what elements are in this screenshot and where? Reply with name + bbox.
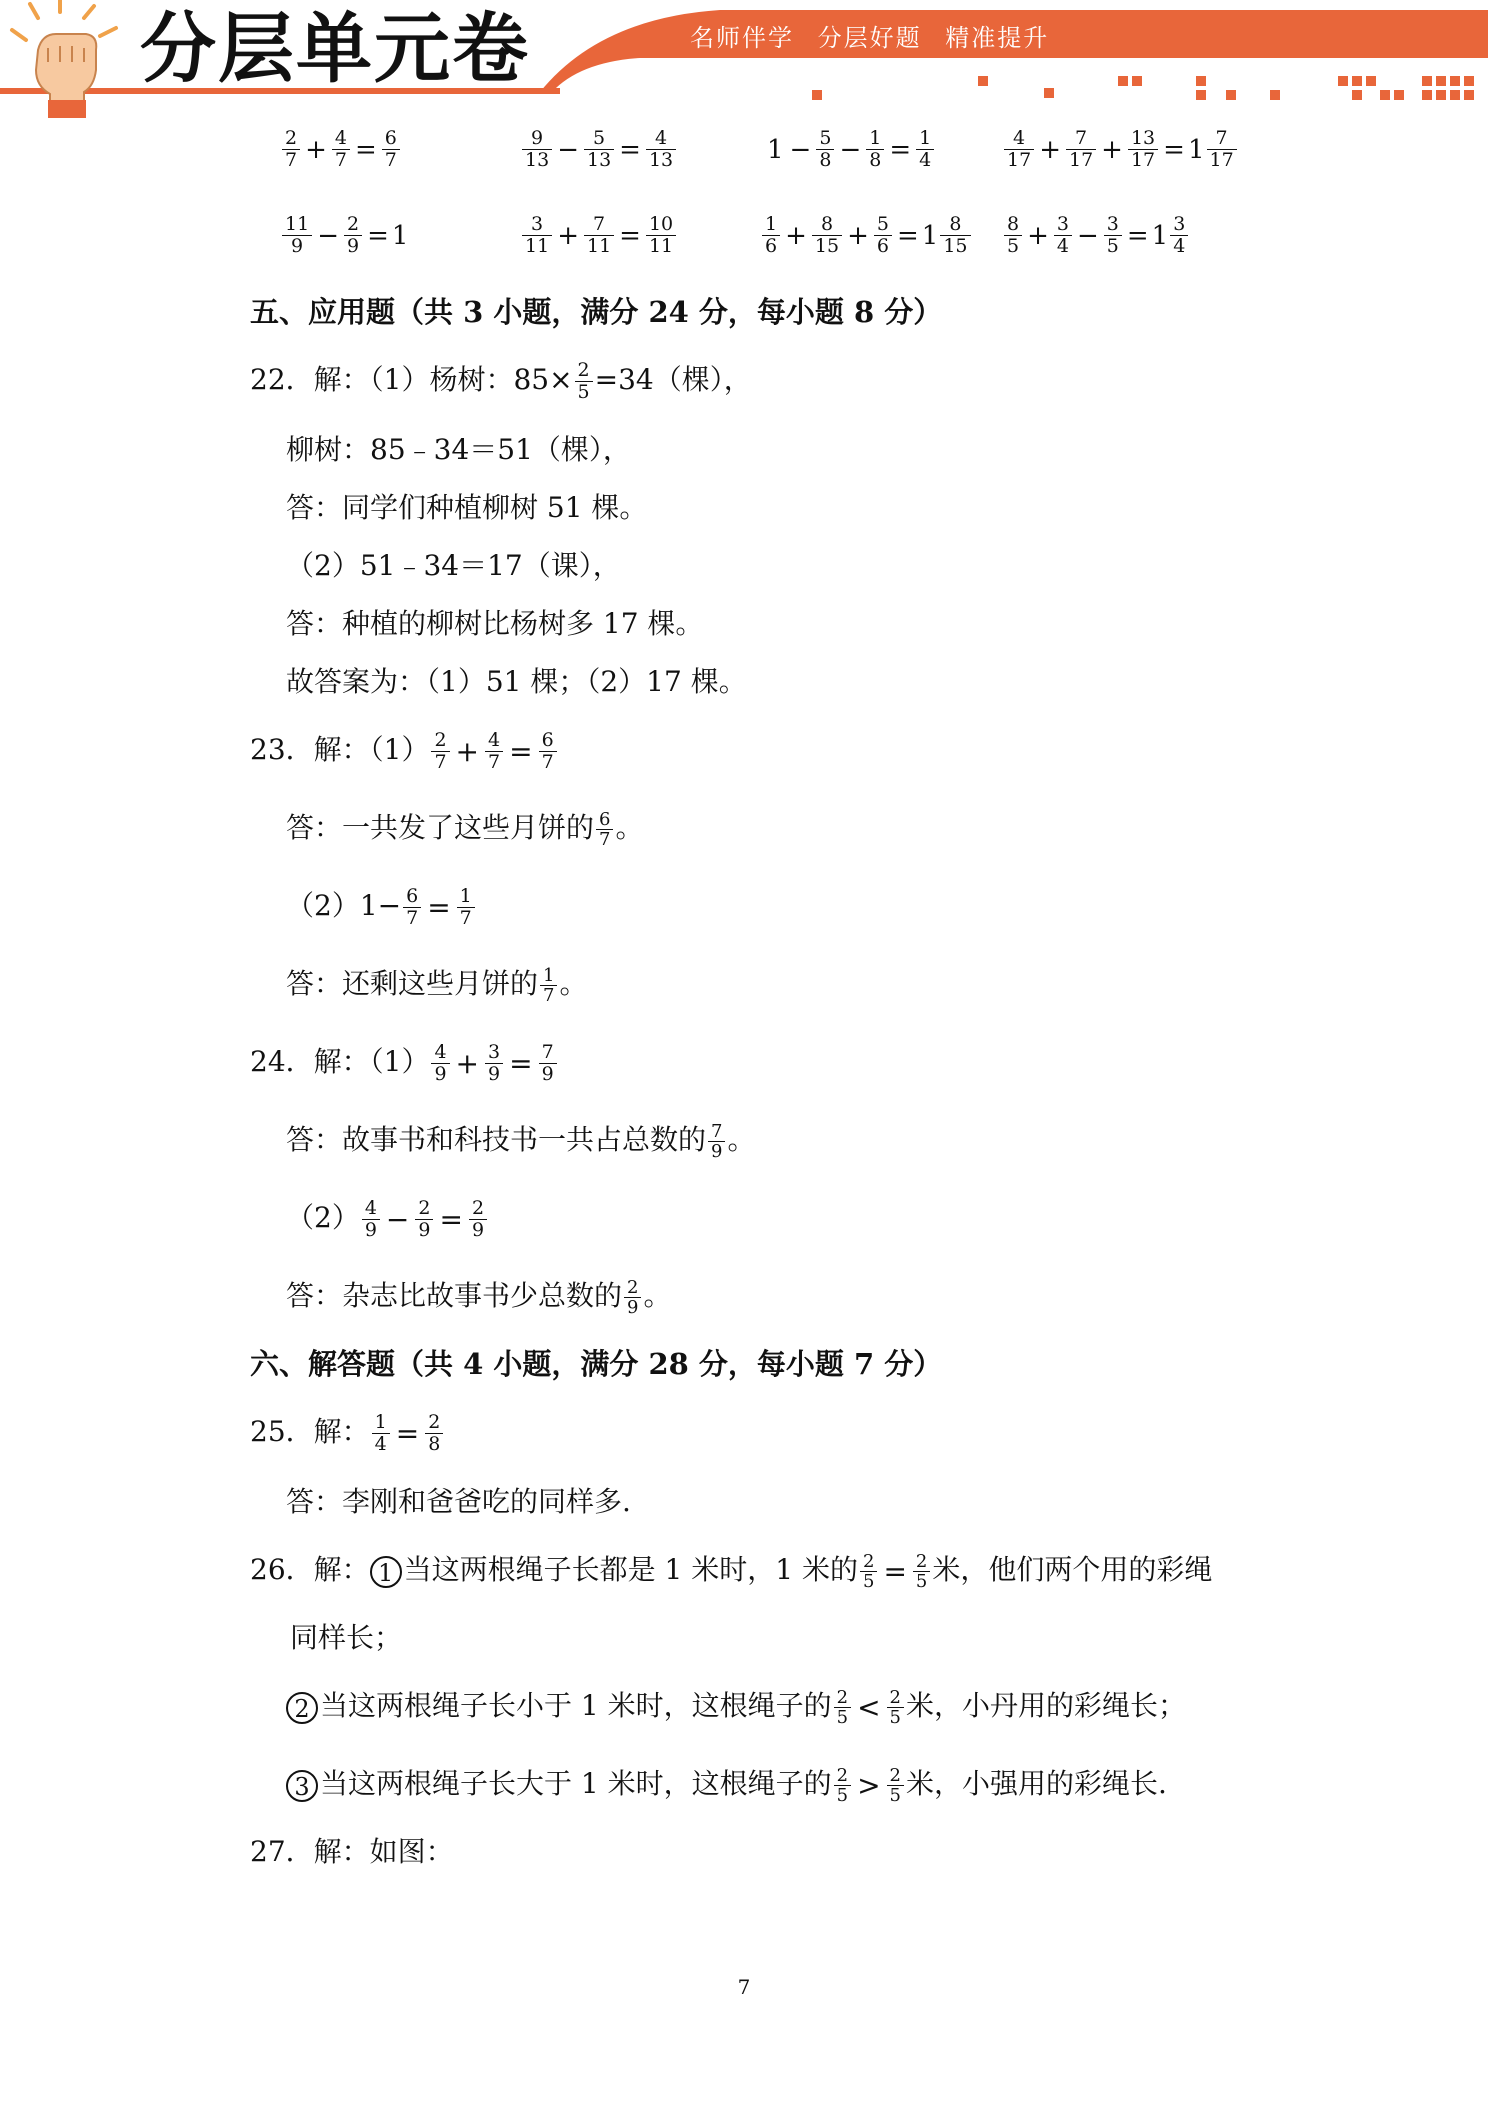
section-5-title: 五、应用题（共 3 小题，满分 24 分，每小题 8 分） <box>250 295 943 329</box>
circled-number-2: 2 <box>286 1692 318 1724</box>
q25-answer-1: 答：李刚和爸爸吃的同样多. <box>286 1485 631 1518</box>
equation-r1c3: 1 − $\frac{5}{8}$ − $\frac{1}{8}$ = $\frac{1}{4}$ <box>764 128 936 171</box>
equation-r2c1: $\frac{11}{9}$ − $\frac{2}{9}$ = 1 <box>280 214 408 257</box>
equation-r2c4: $\frac{8}{5}$ + $\frac{3}{4}$ − $\frac{3}{5}$ = 1 $\frac{3}{4}$ <box>1002 214 1190 257</box>
fist-logo-icon <box>8 0 128 118</box>
q27-line-1: 27．解：如图： <box>250 1835 454 1868</box>
equation-r2c3: $\frac{1}{6}$ + $\frac{8}{15}$ + $\frac{5}{6}$ = 1 $\frac{8}{15}$ <box>760 214 973 257</box>
circled-number-3: 3 <box>286 1770 318 1802</box>
equation-r1c4: $\frac{4}{17}$ + $\frac{7}{17}$ + $\frac{13}{17}$ = 1 $\frac{7}{17}$ <box>1002 128 1239 171</box>
header-slogan: 名师伴学 分层好题 精准提升 <box>690 24 1050 52</box>
equation-r1c1: $\frac{2}{7}$ + $\frac{4}{7}$ = $\frac{6}{7}$ <box>280 128 402 171</box>
q24-line-2: （2） $\frac{4}{9}$ − $\frac{2}{9}$ = $\frac{2}{9}$ <box>286 1198 489 1241</box>
page-number: 7 <box>737 1975 751 1999</box>
q22-line-6: 故答案为：（1）51 棵；（2）17 棵。 <box>286 665 747 698</box>
section-6-title: 六、解答题（共 4 小题，满分 28 分，每小题 7 分） <box>250 1347 943 1381</box>
brand-title: 分层单元卷 <box>140 4 530 93</box>
page-header <box>0 0 1488 120</box>
q22-line-4: （2）51﹣34＝17（课）， <box>286 549 621 582</box>
q22-line-2: 柳树：85﹣34＝51（棵）， <box>286 433 631 466</box>
q24-answer-1: 答：故事书和科技书一共占总数的 $\frac{7}{9}$ 。 <box>286 1121 756 1162</box>
q23-line-1: 23．解：（1） $\frac{2}{7}$ + $\frac{4}{7}$ = $\frac{6}{7}$ <box>250 730 559 773</box>
q26-line-1: 26．解： 1 当这两根绳子长都是 1 米时，1 米的 $\frac{2}{5}$ = $\frac{2}{5}$ 米，他们两个用的彩绳 <box>250 1551 1213 1592</box>
q23-answer-1: 答：一共发了这些月饼的 $\frac{6}{7}$ 。 <box>286 809 644 850</box>
circled-number-1: 1 <box>370 1556 402 1588</box>
equation-r1c2: $\frac{9}{13}$ − $\frac{5}{13}$ = $\frac{4}{13}$ <box>520 128 678 171</box>
q26-line-2: 2 当这两根绳子长小于 1 米时，这根绳子的 $\frac{2}{5}$ < $\frac{2}{5}$ 米，小丹用的彩绳长； <box>286 1686 1186 1728</box>
equation-r2c2: $\frac{3}{11}$ + $\frac{7}{11}$ = $\frac{10}{11}$ <box>520 214 678 257</box>
q24-answer-2: 答：杂志比故事书少总数的 $\frac{2}{9}$ 。 <box>286 1277 672 1318</box>
q26-line-1-cont: 同样长； <box>290 1621 403 1654</box>
q22-line-3: 答：同学们种植柳树 51 棵。 <box>286 491 648 524</box>
q25-line-1: 25．解： $\frac{1}{4}$ = $\frac{2}{8}$ <box>250 1412 445 1455</box>
q22-line-5: 答：种植的柳树比杨树多 17 棵。 <box>286 607 704 640</box>
q24-line-1: 24．解：（1） $\frac{4}{9}$ + $\frac{3}{9}$ = $\frac{7}{9}$ <box>250 1042 559 1085</box>
q23-line-2: （2）1− $\frac{6}{7}$ = $\frac{1}{7}$ <box>286 886 477 929</box>
q26-line-3: 3 当这两根绳子长大于 1 米时，这根绳子的 $\frac{2}{5}$ > $\frac{2}{5}$ 米，小强用的彩绳长. <box>286 1764 1167 1806</box>
q23-answer-2: 答：还剩这些月饼的 $\frac{1}{7}$ 。 <box>286 965 588 1006</box>
q22-line-1: 22．解：（1）杨树：85× $\frac{2}{5}$ =34（棵）， <box>250 359 752 403</box>
